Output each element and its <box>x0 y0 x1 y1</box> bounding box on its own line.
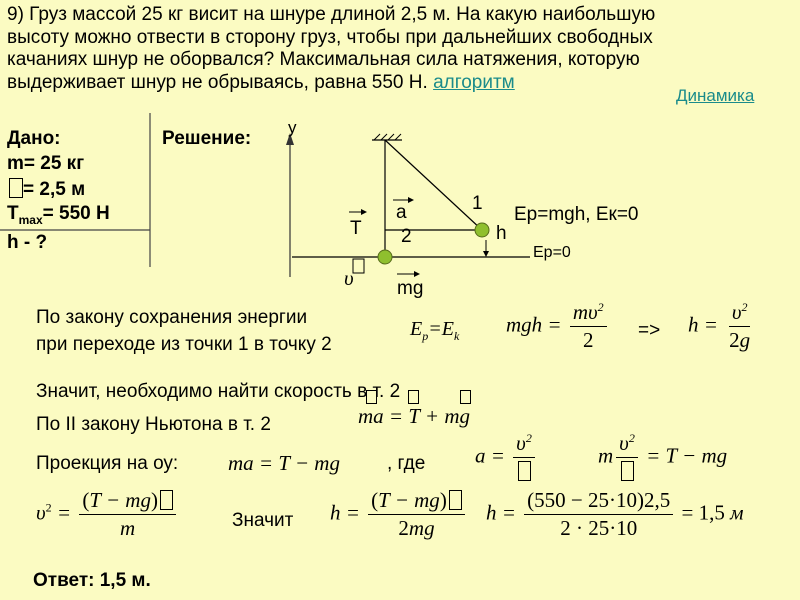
projection-text: Проекция на оу: <box>36 453 179 474</box>
given-length: = 2,5 м <box>7 178 85 201</box>
energy-top-label: Ep=mgh, Eк=0 <box>514 204 639 225</box>
therefore-text: Значит <box>232 510 294 531</box>
implies-arrow: => <box>638 320 661 341</box>
height-label: h <box>496 223 507 244</box>
formula-h-general: h = $\frac{(T - mg)}{2mg}$ <box>330 488 468 541</box>
problem-statement <box>7 4 787 94</box>
given-title: Дано: <box>7 128 61 149</box>
formula-ep-ek: $E_p=E_k$ <box>410 318 460 343</box>
formula-h-numeric: h = $\frac{(550 - 25\cdot 10)2,5}{2 \cdot 25\cdot 10}$ = 1,5 м <box>486 488 744 540</box>
given-tension: $T_{max}= 550$ Н <box>7 203 110 227</box>
formula-v-squared: $\upsilon^2$ = $\frac{(T - mg)}{m}$ <box>36 488 179 541</box>
where-text: , где <box>387 453 426 474</box>
formula-newton-vector: m a = T + m g <box>358 404 470 429</box>
problem-line-2: высоту можно отвести в сторону груз, чтобы при дальнейших свободных <box>7 26 653 48</box>
formula-projection: ma = T − mg <box>228 451 340 475</box>
solution-title: Решение: <box>162 128 252 149</box>
energy-law-line-1: По закону сохранения энергии <box>36 307 308 328</box>
ball-position-2 <box>378 250 392 264</box>
gravity-label: mg <box>397 278 424 299</box>
ball-position-1 <box>475 223 489 237</box>
newton-law-text: По II закону Ньютона в т. 2 <box>36 414 271 435</box>
formula-mgh-energy: mgh = $\frac{m\upsilon^2}{2}$ <box>506 300 610 353</box>
problem-line-3: качаниях шнур не оборвался? Максимальная сила натяжения, которую <box>7 49 640 70</box>
energy-bottom-label: Ep=0 <box>533 244 571 261</box>
point-1-label: 1 <box>472 193 483 214</box>
length-symbol-box <box>9 178 23 198</box>
formula-m-v2: m $\upsilon^2$ = T − mg <box>598 431 727 484</box>
problem-line-4: выдерживает шнур не обрываясь, равна 550 Н. <box>7 71 428 93</box>
algorithm-link[interactable]: алгоритм <box>433 71 515 93</box>
answer-text: Ответ: 1,5 м. <box>33 570 151 591</box>
find-speed-text: Значит, необходимо найти скорость в т. 2 <box>36 381 401 402</box>
dynamics-link[interactable]: Динамика <box>676 86 755 105</box>
point-2-label: 2 <box>401 226 412 247</box>
v-vector-box <box>353 259 364 273</box>
velocity-label: υ <box>344 266 354 290</box>
y-axis-label: у <box>288 118 297 137</box>
given-mass: m= 25 кг <box>7 153 85 174</box>
formula-h-v2g: h = $\frac{\upsilon^2}{2g}$ <box>688 300 751 352</box>
given-find: h - ? <box>7 232 48 253</box>
energy-law-line-2: при переходе из точки 1 в точку 2 <box>36 334 332 355</box>
problem-line-1: 9) Груз массой 25 кг висит на шнуре длиной 2,5 м. На какую наибольшую <box>7 4 656 25</box>
formula-centripetal: a = $\upsilon^2$ <box>475 431 538 484</box>
acceleration-label: a <box>396 202 407 223</box>
tension-label: T <box>350 218 362 239</box>
